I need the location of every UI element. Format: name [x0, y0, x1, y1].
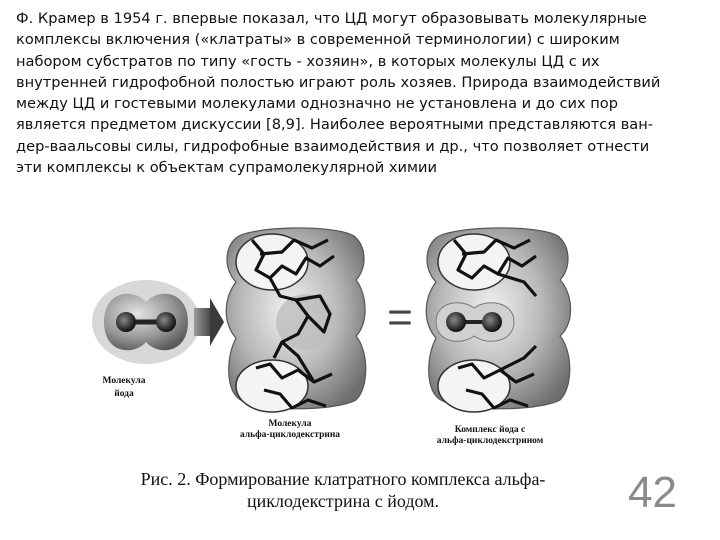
figure-caption — [98, 468, 588, 512]
body-paragraph — [16, 8, 706, 178]
caption-line: циклодекстрина с йодом. — [246, 491, 440, 511]
paragraph-line: между ЦД и гостевыми молекулами однозначно не установлена и до сих пор — [16, 95, 618, 113]
paragraph-line: эти комплексы к объектам супрамолекулярной химии — [16, 159, 437, 177]
iodine-label: йода — [114, 389, 134, 399]
arrow-icon — [194, 298, 224, 346]
equals-sign: = — [387, 293, 413, 342]
caption-line: Рис. 2. Формирование клатратного комплекса альфа- — [140, 469, 546, 489]
paragraph-line: внутренней гидрофобной полостью играют роль хозяев. Природа взаимодействий — [16, 73, 661, 91]
paragraph-line: набором субстратов по типу «гость - хозяин», в которых молекулы ЦД с их — [16, 52, 600, 70]
paragraph-line: Ф. Крамер в 1954 г. впервые показал, что ЦД могут образовывать молекулярные — [16, 10, 647, 27]
cyclodextrin-molecule — [226, 228, 366, 440]
iodine-molecule — [92, 280, 200, 404]
complex-label: Комплекс йода с — [454, 425, 526, 435]
cyclodextrin-label: Молекула — [268, 419, 312, 429]
inclusion-complex — [422, 228, 571, 446]
page-number: 42 — [628, 468, 677, 517]
iodine-label: Молекула — [102, 376, 146, 386]
paragraph-line: дер-ваальсовы силы, гидрофобные взаимодействия и др., что позволяет отнести — [16, 137, 650, 155]
clathrate-figure — [84, 218, 588, 446]
paragraph-line: комплексы включения («клатраты» в современной терминологии) с широким — [16, 31, 620, 49]
cyclodextrin-label: альфа-циклодекстрина — [239, 430, 341, 440]
complex-label: альфа-циклодекстрином — [436, 436, 544, 446]
paragraph-line: является предметом дискуссии [8,9]. Наиболее вероятными представляются ван- — [16, 116, 654, 134]
